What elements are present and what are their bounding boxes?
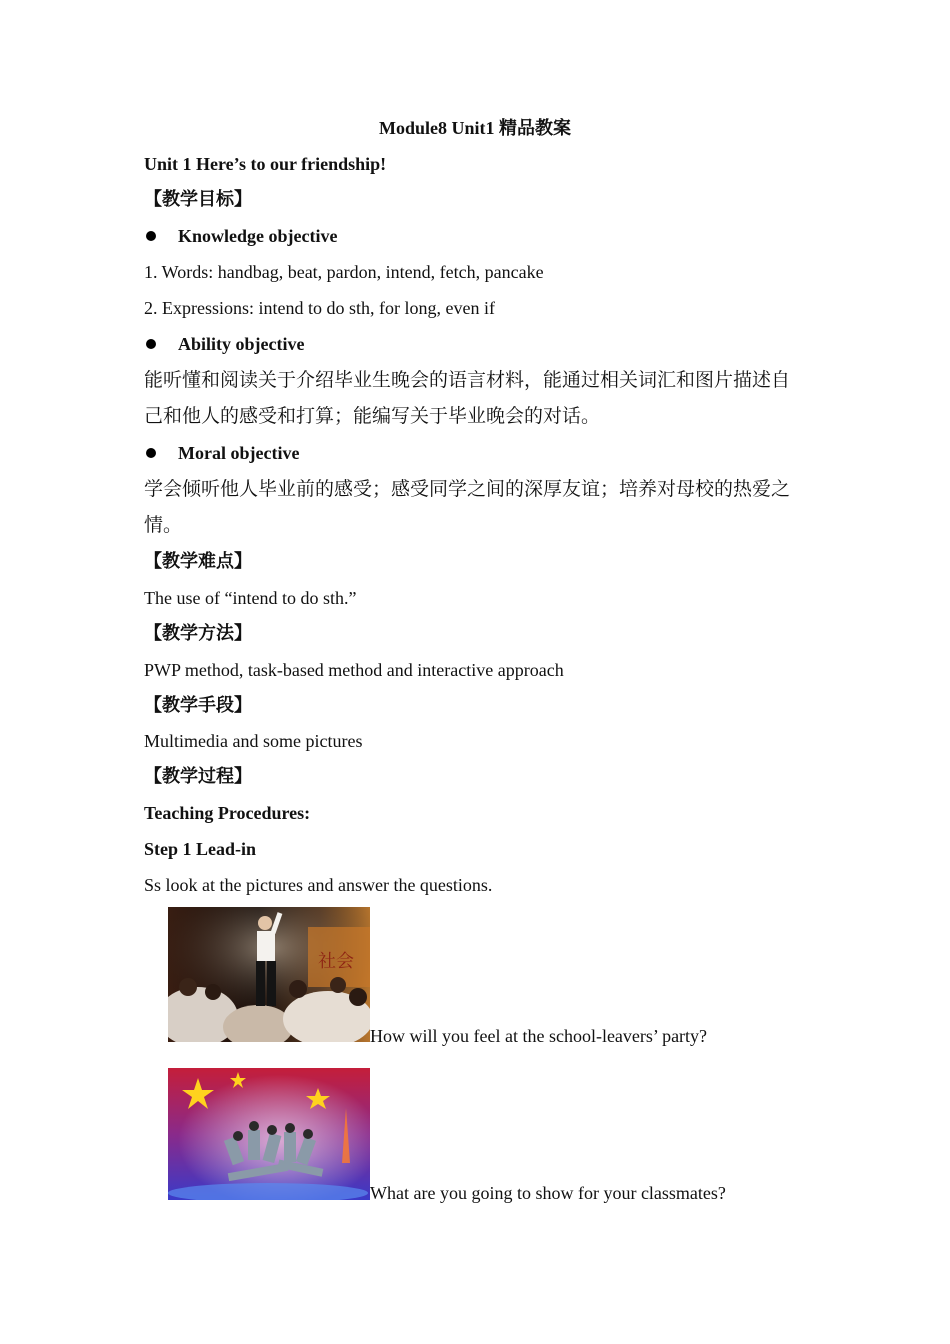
bullet-icon [146,448,156,458]
goals-heading: 【教学目标】 [144,189,252,210]
party-photo-image [168,907,370,1042]
question-2: What are you going to show for your classmates? [370,1183,726,1203]
moral-text-line-2: 情。 [144,514,183,536]
means-text: Multimedia and some pictures [144,731,363,751]
method-heading: 【教学方法】 [144,623,252,644]
ability-text-line-2: 己和他人的感受和打算；能编写关于毕业晚会的对话。 [144,405,601,427]
expressions-line: 2. Expressions: intend to do sth, for long, even if [144,298,495,318]
step1-label: Step 1 Lead-in [144,839,257,859]
process-heading: 【教学过程】 [144,766,252,787]
means-heading: 【教学手段】 [144,695,252,716]
ability-objective [144,333,304,355]
bullet-icon [146,231,156,241]
party-photo [168,907,370,1042]
knowledge-objective-label: Knowledge objective [178,226,338,246]
document-title: Module8 Unit1 精品教案 [378,118,571,138]
difficulty-text: The use of “intend to do sth.” [144,588,357,608]
moral-objective [144,442,299,464]
svg-text:社会: 社会 [318,951,354,972]
ability-objective-label: Ability objective [178,334,305,354]
procedures-label: Teaching Procedures: [144,803,311,823]
performance-photo-image [168,1068,370,1200]
moral-text-line-1: 学会倾听他人毕业前的感受；感受同学之间的深厚友谊；培养对母校的热爱之 [144,478,791,500]
moral-objective-label: Moral objective [178,443,300,463]
question-1: How will you feel at the school-leavers’ party? [370,1026,708,1046]
knowledge-objective [144,225,337,247]
difficulty-heading: 【教学难点】 [144,551,252,572]
words-line: 1. Words: handbag, beat, pardon, intend, fetch, pancake [144,262,544,282]
ability-text-line-1: 能听懂和阅读关于介绍毕业生晚会的语言材料，能通过相关词汇和图片描述自 [144,369,791,391]
step1-text: Ss look at the pictures and answer the questions. [144,875,493,895]
performance-photo [168,1068,370,1200]
bullet-icon [146,339,156,349]
unit-title: Unit 1 Here’s to our friendship! [144,154,387,174]
method-text: PWP method, task-based method and interactive approach [144,660,564,680]
